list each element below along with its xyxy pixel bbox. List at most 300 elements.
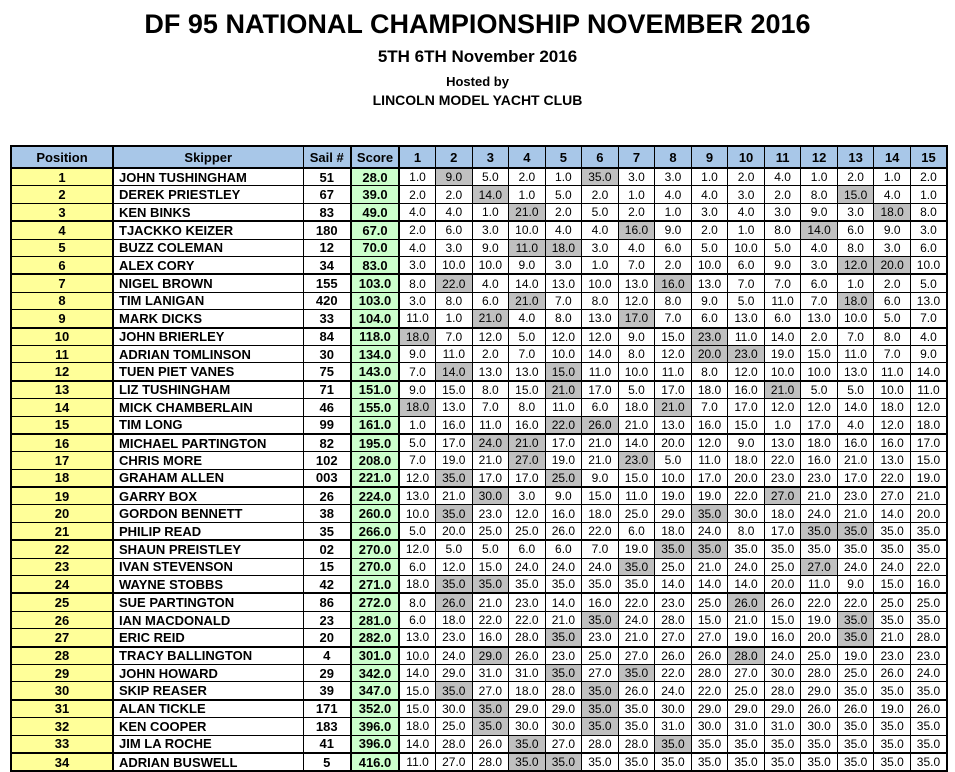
race-score-cell: 24.0 [837, 558, 874, 575]
results-table [10, 145, 948, 772]
race-score-cell: 4.0 [436, 203, 473, 221]
table-row [11, 381, 947, 399]
race-score-cell: 22.0 [691, 682, 728, 700]
race-score-cell: 25.0 [691, 593, 728, 611]
race-score-cell: 25.0 [764, 558, 801, 575]
race-score-cell: 4.0 [764, 168, 801, 186]
race-score-cell-discard: 35.0 [509, 735, 546, 753]
race-score-cell-discard: 11.0 [509, 239, 546, 256]
race-score-cell: 10.0 [874, 381, 911, 399]
race-score-cell: 2.0 [764, 186, 801, 203]
race-score-cell: 5.0 [509, 328, 546, 346]
race-score-cell: 4.0 [472, 274, 509, 292]
position-cell: 33 [11, 735, 113, 753]
table-row [11, 487, 947, 505]
race-score-cell: 35.0 [837, 735, 874, 753]
race-score-cell: 1.0 [691, 168, 728, 186]
score-cell: 28.0 [351, 168, 399, 186]
race-score-cell: 1.0 [472, 203, 509, 221]
race-score-cell: 5.0 [801, 381, 838, 399]
race-score-cell: 6.0 [399, 611, 436, 628]
race-score-cell: 7.0 [910, 310, 947, 328]
race-score-cell: 21.0 [545, 611, 582, 628]
race-score-cell: 21.0 [837, 452, 874, 469]
race-score-cell: 20.0 [764, 576, 801, 594]
race-score-cell-discard: 21.0 [509, 434, 546, 452]
race-score-cell: 23.0 [874, 647, 911, 665]
race-score-cell: 7.0 [472, 399, 509, 416]
race-score-cell: 35.0 [837, 682, 874, 700]
race-score-cell: 35.0 [910, 540, 947, 558]
race-score-cell: 2.0 [399, 221, 436, 239]
race-score-cell: 31.0 [509, 664, 546, 681]
race-score-cell: 25.0 [837, 664, 874, 681]
race-score-cell: 26.0 [874, 664, 911, 681]
race-score-cell: 8.0 [910, 203, 947, 221]
race-score-cell: 18.0 [399, 576, 436, 594]
race-score-cell: 7.0 [874, 345, 911, 362]
race-score-cell: 2.0 [545, 203, 582, 221]
race-score-cell: 27.0 [582, 664, 619, 681]
race-score-cell: 3.0 [436, 239, 473, 256]
race-score-cell: 12.0 [801, 399, 838, 416]
race-score-cell: 35.0 [874, 718, 911, 735]
race-score-cell: 29.0 [545, 700, 582, 718]
race-score-cell-discard: 14.0 [801, 221, 838, 239]
race-score-cell: 18.0 [655, 522, 692, 540]
table-row [11, 434, 947, 452]
race-score-cell: 1.0 [545, 168, 582, 186]
score-cell: 347.0 [351, 682, 399, 700]
table-row [11, 558, 947, 575]
sail-number-cell: 39 [303, 682, 351, 700]
race-score-cell: 13.0 [837, 363, 874, 381]
race-score-cell: 28.0 [509, 629, 546, 647]
score-cell: 266.0 [351, 522, 399, 540]
table-row [11, 310, 947, 328]
race-score-cell: 35.0 [582, 753, 619, 771]
race-score-cell-discard: 35.0 [582, 168, 619, 186]
race-score-cell: 21.0 [728, 611, 765, 628]
table-row [11, 682, 947, 700]
position-cell: 17 [11, 452, 113, 469]
sail-number-cell: 42 [303, 576, 351, 594]
position-cell: 2 [11, 186, 113, 203]
position-cell: 23 [11, 558, 113, 575]
race-score-cell: 23.0 [545, 647, 582, 665]
race-score-cell: 4.0 [582, 221, 619, 239]
race-score-cell: 23.0 [764, 469, 801, 487]
position-cell: 14 [11, 399, 113, 416]
race-score-cell: 1.0 [436, 310, 473, 328]
score-cell: 260.0 [351, 505, 399, 522]
position-cell: 4 [11, 221, 113, 239]
score-cell: 224.0 [351, 487, 399, 505]
race-score-cell: 22.0 [764, 452, 801, 469]
score-cell: 151.0 [351, 381, 399, 399]
race-score-cell: 8.0 [874, 328, 911, 346]
position-cell: 1 [11, 168, 113, 186]
skipper-cell: JOHN BRIERLEY [113, 328, 303, 346]
race-score-cell: 22.0 [728, 487, 765, 505]
race-score-cell: 30.0 [801, 718, 838, 735]
race-score-cell: 13.0 [691, 274, 728, 292]
race-score-cell: 25.0 [472, 522, 509, 540]
race-score-cell-discard: 21.0 [545, 381, 582, 399]
race-score-cell: 27.0 [728, 664, 765, 681]
race-score-cell: 35.0 [874, 522, 911, 540]
race-score-cell: 15.0 [801, 345, 838, 362]
score-cell: 39.0 [351, 186, 399, 203]
race-score-cell: 25.0 [436, 718, 473, 735]
race-score-cell: 15.0 [874, 576, 911, 594]
race-score-cell: 13.0 [399, 487, 436, 505]
race-score-cell: 15.0 [399, 682, 436, 700]
race-score-cell: 24.0 [545, 558, 582, 575]
position-cell: 15 [11, 416, 113, 434]
race-score-cell-discard: 21.0 [472, 310, 509, 328]
race-score-cell-discard: 24.0 [472, 434, 509, 452]
table-row [11, 611, 947, 628]
race-score-cell: 12.0 [472, 328, 509, 346]
position-cell: 32 [11, 718, 113, 735]
sail-number-cell: 23 [303, 611, 351, 628]
race-score-cell: 11.0 [582, 363, 619, 381]
race-score-cell: 22.0 [582, 522, 619, 540]
race-score-cell: 29.0 [764, 700, 801, 718]
race-score-cell-discard: 16.0 [618, 221, 655, 239]
race-score-cell-discard: 35.0 [837, 522, 874, 540]
race-score-cell: 4.0 [728, 203, 765, 221]
race-score-cell: 28.0 [472, 753, 509, 771]
position-cell: 13 [11, 381, 113, 399]
race-score-cell: 2.0 [655, 257, 692, 275]
skipper-cell: GRAHAM ALLEN [113, 469, 303, 487]
race-score-cell: 16.0 [837, 434, 874, 452]
race-score-cell: 19.0 [655, 487, 692, 505]
column-header-race-13: 13 [837, 146, 874, 168]
skipper-cell: NIGEL BROWN [113, 274, 303, 292]
sail-number-cell: 02 [303, 540, 351, 558]
race-score-cell: 3.0 [910, 221, 947, 239]
race-score-cell: 35.0 [655, 753, 692, 771]
race-score-cell: 10.0 [472, 257, 509, 275]
race-score-cell: 6.0 [545, 540, 582, 558]
race-score-cell: 24.0 [691, 522, 728, 540]
table-row [11, 416, 947, 434]
race-score-cell: 29.0 [691, 700, 728, 718]
skipper-cell: LIZ TUSHINGHAM [113, 381, 303, 399]
table-row [11, 647, 947, 665]
race-score-cell: 31.0 [728, 718, 765, 735]
position-cell: 34 [11, 753, 113, 771]
position-cell: 9 [11, 310, 113, 328]
score-cell: 282.0 [351, 629, 399, 647]
race-score-cell: 12.0 [509, 505, 546, 522]
position-cell: 7 [11, 274, 113, 292]
race-score-cell: 35.0 [618, 718, 655, 735]
race-score-cell-discard: 9.0 [436, 168, 473, 186]
race-score-cell: 5.0 [764, 239, 801, 256]
race-score-cell: 5.0 [874, 310, 911, 328]
race-score-cell-discard: 35.0 [472, 718, 509, 735]
race-score-cell: 4.0 [837, 416, 874, 434]
race-score-cell: 26.0 [655, 647, 692, 665]
race-score-cell: 13.0 [472, 363, 509, 381]
race-score-cell: 30.0 [545, 718, 582, 735]
column-header-race-2: 2 [436, 146, 473, 168]
race-score-cell: 10.0 [399, 505, 436, 522]
race-score-cell: 2.0 [509, 168, 546, 186]
race-score-cell: 30.0 [436, 700, 473, 718]
race-score-cell: 2.0 [910, 168, 947, 186]
race-score-cell: 24.0 [582, 558, 619, 575]
race-score-cell: 30.0 [728, 505, 765, 522]
race-score-cell: 5.0 [728, 292, 765, 309]
race-score-cell-discard: 29.0 [472, 647, 509, 665]
race-score-cell: 3.0 [728, 186, 765, 203]
race-score-cell: 12.0 [618, 292, 655, 309]
race-score-cell: 35.0 [545, 576, 582, 594]
race-score-cell-discard: 35.0 [582, 611, 619, 628]
race-score-cell: 19.0 [545, 452, 582, 469]
race-score-cell: 9.0 [472, 239, 509, 256]
race-score-cell: 35.0 [728, 540, 765, 558]
table-row [11, 522, 947, 540]
race-score-cell: 8.0 [472, 381, 509, 399]
table-row [11, 168, 947, 186]
race-score-cell: 2.0 [728, 168, 765, 186]
race-score-cell: 10.0 [837, 310, 874, 328]
table-row [11, 629, 947, 647]
race-score-cell: 23.0 [801, 469, 838, 487]
table-header-row [11, 146, 947, 168]
race-score-cell: 15.0 [472, 558, 509, 575]
race-score-cell: 9.0 [874, 221, 911, 239]
race-score-cell: 28.0 [655, 611, 692, 628]
race-score-cell: 12.0 [545, 328, 582, 346]
race-score-cell: 29.0 [509, 700, 546, 718]
race-score-cell: 1.0 [399, 168, 436, 186]
race-score-cell: 23.0 [655, 593, 692, 611]
race-score-cell: 8.0 [837, 239, 874, 256]
race-score-cell: 17.0 [801, 416, 838, 434]
race-score-cell: 12.0 [655, 345, 692, 362]
table-row [11, 257, 947, 275]
race-score-cell: 2.0 [399, 186, 436, 203]
race-score-cell: 22.0 [509, 611, 546, 628]
race-score-cell: 5.0 [691, 239, 728, 256]
race-score-cell: 35.0 [910, 718, 947, 735]
race-score-cell: 15.0 [728, 416, 765, 434]
score-cell: 143.0 [351, 363, 399, 381]
position-cell: 19 [11, 487, 113, 505]
race-score-cell: 4.0 [801, 239, 838, 256]
race-score-cell: 19.0 [436, 452, 473, 469]
score-cell: 70.0 [351, 239, 399, 256]
race-score-cell: 13.0 [582, 310, 619, 328]
race-score-cell: 5.0 [399, 434, 436, 452]
race-score-cell: 24.0 [874, 558, 911, 575]
score-cell: 270.0 [351, 558, 399, 575]
race-score-cell: 9.0 [801, 203, 838, 221]
race-score-cell-discard: 26.0 [728, 593, 765, 611]
race-score-cell: 15.0 [436, 381, 473, 399]
race-score-cell: 25.0 [910, 593, 947, 611]
race-score-cell: 20.0 [728, 469, 765, 487]
race-score-cell: 9.0 [764, 257, 801, 275]
race-score-cell: 11.0 [874, 363, 911, 381]
race-score-cell: 7.0 [509, 345, 546, 362]
race-score-cell: 15.0 [691, 611, 728, 628]
race-score-cell-discard: 30.0 [472, 487, 509, 505]
race-score-cell: 14.0 [837, 399, 874, 416]
race-score-cell: 26.0 [472, 735, 509, 753]
position-cell: 16 [11, 434, 113, 452]
race-score-cell-discard: 27.0 [509, 452, 546, 469]
race-score-cell: 16.0 [910, 576, 947, 594]
race-score-cell: 19.0 [801, 611, 838, 628]
race-score-cell: 18.0 [910, 416, 947, 434]
race-score-cell-discard: 15.0 [545, 363, 582, 381]
race-score-cell: 2.0 [582, 186, 619, 203]
race-score-cell: 15.0 [582, 487, 619, 505]
race-score-cell-discard: 22.0 [545, 416, 582, 434]
race-score-cell: 24.0 [728, 558, 765, 575]
race-score-cell: 21.0 [874, 629, 911, 647]
race-score-cell: 8.0 [655, 292, 692, 309]
race-score-cell: 2.0 [874, 274, 911, 292]
score-cell: 416.0 [351, 753, 399, 771]
table-row [11, 274, 947, 292]
race-score-cell-discard: 27.0 [764, 487, 801, 505]
race-score-cell-discard: 35.0 [545, 629, 582, 647]
race-score-cell: 21.0 [618, 629, 655, 647]
skipper-cell: IVAN STEVENSON [113, 558, 303, 575]
column-header-race-6: 6 [582, 146, 619, 168]
race-score-cell: 13.0 [399, 629, 436, 647]
sail-number-cell: 51 [303, 168, 351, 186]
sail-number-cell: 20 [303, 629, 351, 647]
race-score-cell: 35.0 [618, 700, 655, 718]
table-row [11, 593, 947, 611]
race-score-cell: 8.0 [545, 310, 582, 328]
skipper-cell: KEN BINKS [113, 203, 303, 221]
race-score-cell-discard: 35.0 [691, 505, 728, 522]
event-date: 5TH 6TH November 2016 [377, 47, 578, 67]
race-score-cell: 11.0 [728, 328, 765, 346]
skipper-cell: ERIC REID [113, 629, 303, 647]
table-row [11, 700, 947, 718]
race-score-cell: 35.0 [618, 753, 655, 771]
race-score-cell: 27.0 [545, 735, 582, 753]
race-score-cell-discard: 35.0 [691, 540, 728, 558]
race-score-cell-discard: 26.0 [436, 593, 473, 611]
skipper-cell: PHILIP READ [113, 522, 303, 540]
race-score-cell: 16.0 [728, 381, 765, 399]
position-cell: 28 [11, 647, 113, 665]
sail-number-cell: 4 [303, 647, 351, 665]
race-score-cell: 3.0 [655, 168, 692, 186]
race-score-cell: 35.0 [874, 753, 911, 771]
score-cell: 301.0 [351, 647, 399, 665]
sail-number-cell: 155 [303, 274, 351, 292]
race-score-cell-discard: 35.0 [582, 718, 619, 735]
race-score-cell: 14.0 [545, 593, 582, 611]
race-score-cell: 21.0 [436, 487, 473, 505]
race-score-cell-discard: 35.0 [436, 682, 473, 700]
race-score-cell-discard: 23.0 [691, 328, 728, 346]
race-score-cell: 4.0 [655, 186, 692, 203]
race-score-cell: 3.0 [874, 239, 911, 256]
race-score-cell: 26.0 [910, 700, 947, 718]
race-score-cell-discard: 18.0 [837, 292, 874, 309]
race-score-cell: 16.0 [545, 505, 582, 522]
skipper-cell: TUEN PIET VANES [113, 363, 303, 381]
race-score-cell: 3.0 [801, 257, 838, 275]
race-score-cell: 10.0 [509, 221, 546, 239]
race-score-cell: 20.0 [801, 629, 838, 647]
skipper-cell: JIM LA ROCHE [113, 735, 303, 753]
race-score-cell: 18.0 [618, 399, 655, 416]
sail-number-cell: 180 [303, 221, 351, 239]
race-score-cell: 11.0 [399, 753, 436, 771]
race-score-cell: 5.0 [655, 452, 692, 469]
skipper-cell: JOHN TUSHINGHAM [113, 168, 303, 186]
race-score-cell: 2.0 [618, 203, 655, 221]
position-cell: 29 [11, 664, 113, 681]
position-cell: 18 [11, 469, 113, 487]
position-cell: 30 [11, 682, 113, 700]
race-score-cell: 35.0 [910, 522, 947, 540]
race-score-cell: 2.0 [436, 186, 473, 203]
race-score-cell-discard: 18.0 [545, 239, 582, 256]
race-score-cell: 4.0 [874, 186, 911, 203]
race-score-cell: 18.0 [582, 505, 619, 522]
race-score-cell: 27.0 [874, 487, 911, 505]
race-score-cell: 19.0 [764, 345, 801, 362]
race-score-cell: 25.0 [801, 647, 838, 665]
race-score-cell: 10.0 [618, 363, 655, 381]
race-score-cell: 22.0 [874, 469, 911, 487]
race-score-cell: 7.0 [399, 452, 436, 469]
sail-number-cell: 003 [303, 469, 351, 487]
race-score-cell: 13.0 [545, 274, 582, 292]
race-score-cell: 25.0 [582, 647, 619, 665]
race-score-cell: 8.0 [399, 274, 436, 292]
race-score-cell: 35.0 [837, 753, 874, 771]
race-score-cell: 12.0 [691, 434, 728, 452]
column-header-race-1: 1 [399, 146, 436, 168]
race-score-cell: 9.0 [618, 328, 655, 346]
race-score-cell-discard: 35.0 [655, 540, 692, 558]
race-score-cell: 25.0 [874, 593, 911, 611]
race-score-cell: 16.0 [691, 416, 728, 434]
race-score-cell: 30.0 [691, 718, 728, 735]
race-score-cell: 24.0 [618, 611, 655, 628]
race-score-cell: 7.0 [728, 274, 765, 292]
race-score-cell: 30.0 [655, 700, 692, 718]
position-cell: 10 [11, 328, 113, 346]
race-score-cell: 4.0 [399, 203, 436, 221]
position-cell: 5 [11, 239, 113, 256]
race-score-cell: 1.0 [399, 416, 436, 434]
score-cell: 342.0 [351, 664, 399, 681]
race-score-cell: 9.0 [545, 487, 582, 505]
race-score-cell: 6.0 [874, 292, 911, 309]
race-score-cell-discard: 21.0 [655, 399, 692, 416]
race-score-cell: 22.0 [618, 593, 655, 611]
